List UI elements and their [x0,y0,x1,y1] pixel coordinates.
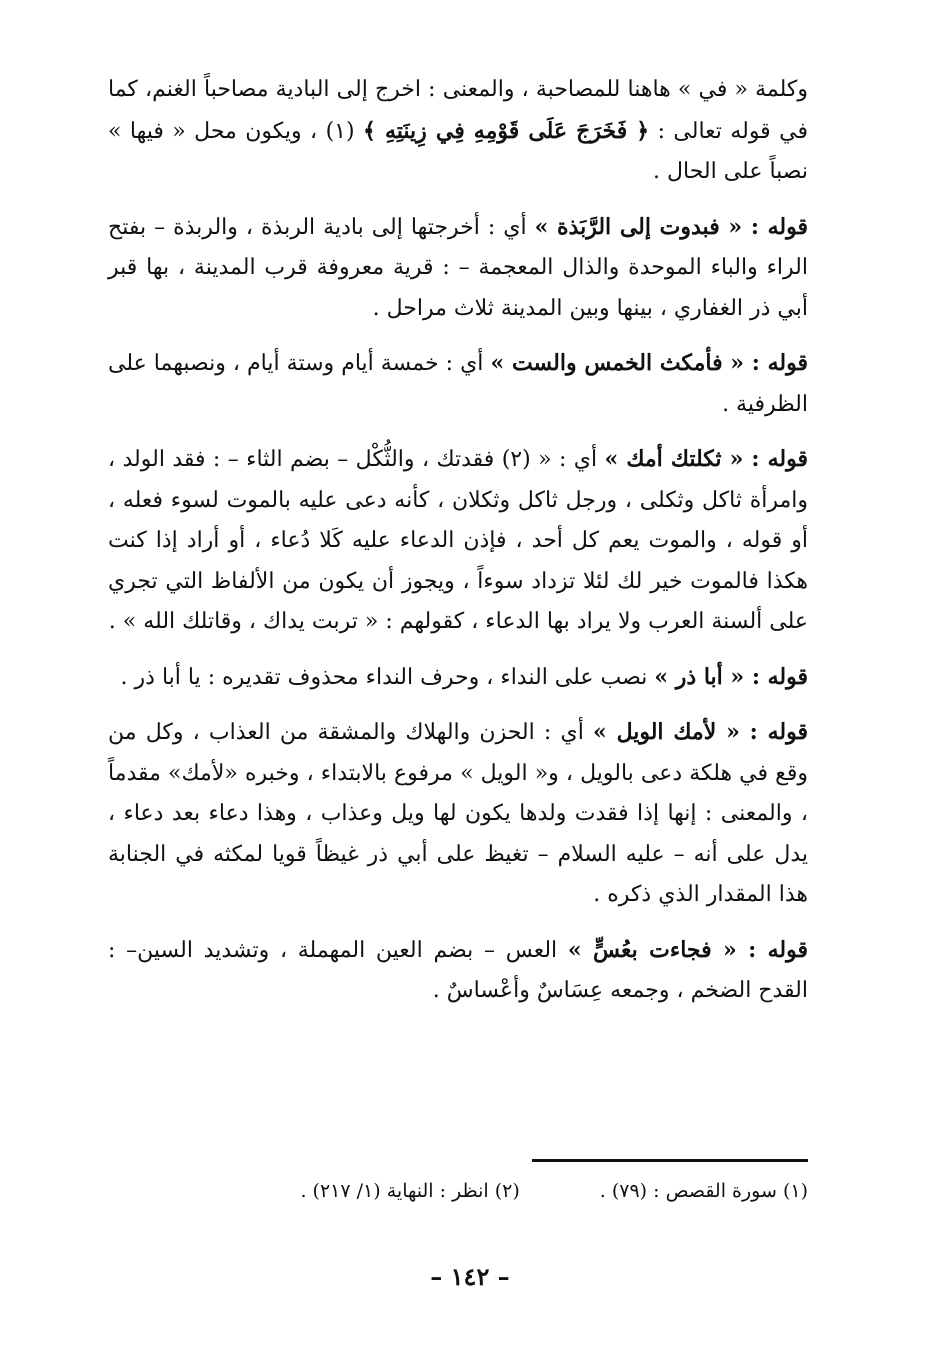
footnotes [140,1180,808,1202]
paragraph-text: العس – بضم العين المهملة ، وتشديد السين– : القدح الضخم ، وجمعه عِسَاسٌ وأعْساسٌ . [108,937,808,1003]
paragraph [108,712,808,916]
paragraph-text: نصب على النداء ، وحرف النداء محذوف تقديره : يا أبا ذر . [120,664,655,690]
quran-verse: ﴿ فَخَرَجَ عَلَى قَوْمِهِ فِي زِينَتِهِ ﴾ [362,117,650,144]
paragraph [108,70,808,193]
paragraph-text: (١) ، ويكون محل « فيها » نصباً على الحال . [108,118,808,184]
paragraph-text: أي : « (٢) فقدتك ، والثُّكْل – بضم الثاء – : فقد الولد ، وامرأة ثاكل وثكلى ، ورجل ثاكل وثكلان ، كأنه دعى عليه بالموت لسوء فعله ، أو قوله ، والموت يعم كل أحد ، فإذن الدعاء عليه كَلا دُعاء ، أو أراد إذا كنت هكذا فالموت خير لك لئلا تزداد سوءاً ، ويجوز أن يكون من الألفاظ التي تجري على ألسنة العرب ولا يراد بها الدعاء ، كقولهم : « تربت يداك ، وقاتلك الله » . [108,447,808,634]
paragraph-text: أي : الحزن والهلاك والمشقة من العذاب ، وكل من وقع في هلكة دعى بالويل ، و« الويل » مرفوع بالابتداء ، وخبره «لأمك» مقدماً ، والمعنى : إنها إذا فقدت ولدها يكون لها ويل وعذاب ، وهذا دعاء بعد دعاء ، يدل على أنه – عليه السلام – تغيظ على أبي ذر غيظاً قويا لمكثه في الجنابة هذا المقدار الذي ذكره . [108,720,808,907]
page-number: – ١٤٢ – [430,1262,510,1291]
paragraph [108,439,808,643]
paragraph-text: وكلمة « في » هاهنا للمصاحبة ، والمعنى : اخرج إلى البادية مصاحباً الغنم، كما في قوله تعالى : [108,77,808,144]
paragraph [108,930,808,1012]
paragraph [108,207,808,330]
paragraph-text: أي : أخرجتها إلى بادية الربذة ، والربذة – بفتح الراء والباء الموحدة والذال المعجمة – : قرية معروفة قرب المدينة ، بها قبر أبي ذر الغفاري ، بينها وبين المدينة ثلاث مراحل . [108,214,808,321]
quoted-phrase: قوله : « فجاءت بعُسٍّ » [567,936,808,963]
footnote-2: (٢) انظر : النهاية (١/ ٢١٧) . [300,1180,520,1202]
quoted-phrase: قوله : « لأمك الويل » [593,719,808,745]
paragraph [108,343,808,425]
paragraph [108,657,808,699]
footnote-1: (١) سورة القصص : (٧٩) . [599,1180,808,1202]
paragraph-text: أي : خمسة أيام وستة أيام ، ونصبهما على الظرفية . [108,351,808,417]
quoted-phrase: قوله : « ثكلتك أمك » [604,446,808,472]
footnote-divider [532,1159,808,1162]
quoted-phrase: قوله : « فبدوت إلى الرَّبَذة » [534,213,808,240]
quoted-phrase: قوله : « أبا ذر » [654,663,808,690]
quoted-phrase: قوله : « فأمكث الخمس والست » [490,350,809,376]
